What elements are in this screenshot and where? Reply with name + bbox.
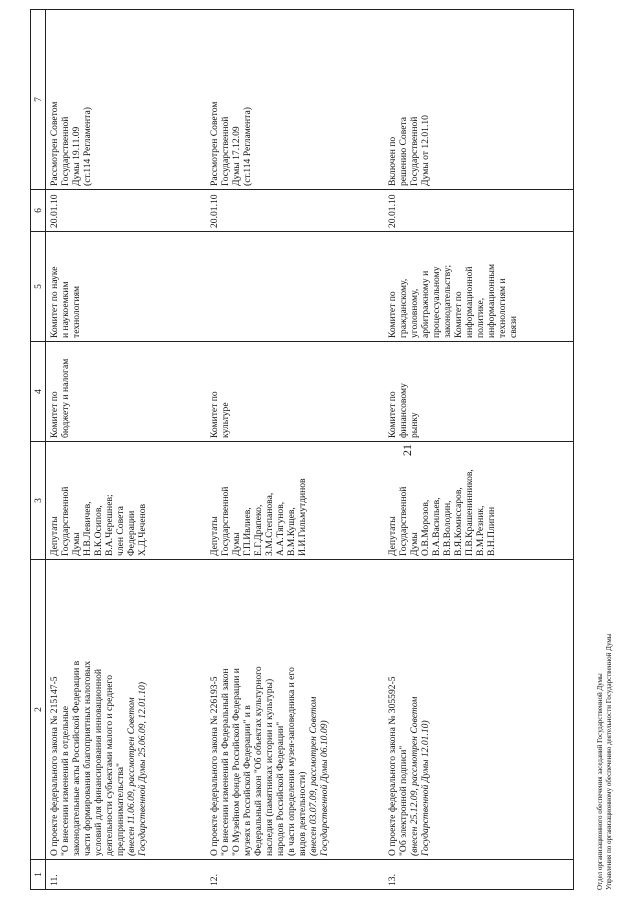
table-row xyxy=(206,10,384,890)
row-number: 13. xyxy=(384,860,574,890)
bill-authors: Депутаты Государственной Думы О.В.Морозов, В.А.Васильев, В.В.Володин, В.Я.Комиссаров, П.В.Крашенинников, В.М.Резник, В.Н.Плигин xyxy=(384,442,574,560)
deadline: 20.01.10 xyxy=(46,190,206,232)
col-header: 5 xyxy=(31,232,46,342)
deadline: 20.01.10 xyxy=(384,190,574,232)
co-committees: Комитет по науке и наукоемким технологиям xyxy=(46,232,206,342)
page-number: 21 xyxy=(400,444,414,456)
responsible-committee: Комитет по бюджету и налогам xyxy=(46,342,206,442)
responsible-committee: Комитет по финансовому рынку xyxy=(384,342,574,442)
bill-description: О проекте федерального закона № 226193-5 "О внесении изменений в Федеральный закон "О Музейном фонде Российской Федерации и музеях в Российской Федерации" и в Федеральный закон "Об объектах культурного наследия (памятниках истории и культуры) народов Российской Федерации" (в части определения музея-заповедника и его видов деятельности) (внесен 03.07.09, рассмотрен Советом Государственной Думы 06.10.09) xyxy=(206,560,384,860)
footer-line: Отдел организационного обеспечения заседаний Государственной Думы xyxy=(596,673,604,890)
col-header: 1 xyxy=(31,860,46,890)
table-row xyxy=(384,10,574,890)
header-row xyxy=(31,10,46,890)
bill-authors: Депутаты Государственной Думы Г.П.Ивлиев, Е.Г.Драпеко, З.М.Степанова, А.А.Тягунов, В.М.Кущев, И.И.Гильмутдинов xyxy=(206,442,384,560)
col-header: 7 xyxy=(31,10,46,190)
deadline: 20.01.10 xyxy=(206,190,384,232)
status: Рассмотрен Советом Государственной Думы 17.12.09 (ст.114 Регламента) xyxy=(206,10,384,190)
bill-authors: Депутаты Государственной Думы Н.В.Левичев, В.К.Осипов, В.А.Черешнев; член Совета Федерации Х.Д.Чеченов xyxy=(46,442,206,560)
bill-description: О проекте федерального закона № 305592-5 "Об электронной подписи" (внесен 25.12.09, рассмотрен Советом Государственной Думы 12.01.10) xyxy=(384,560,574,860)
co-committees xyxy=(206,232,384,342)
status: Включен по решению Совета Государственной Думы от 12.01.10 xyxy=(384,10,574,190)
status: Рассмотрен Советом Государственной Думы 19.11.09 (ст.114 Регламента) xyxy=(46,10,206,190)
col-header: 3 xyxy=(31,442,46,560)
co-committees: Комитет по гражданскому, уголовному, арбитражному и процессуальному законодательству; Комитет по информационной политике, информационным технологиям и связи xyxy=(384,232,574,342)
table-row xyxy=(46,10,206,890)
col-header: 4 xyxy=(31,342,46,442)
row-number: 11. xyxy=(46,860,206,890)
footer-note xyxy=(596,634,614,890)
agenda-table xyxy=(30,9,574,890)
bill-description: О проекте федерального закона № 215147-5 "О внесении изменений в отдельные законодательные акты Российской Федерации в части формирования благоприятных налоговых условий для финансирования инновационной деятельности субъектами малого и среднего предпринимательства" (внесен 11.06.09, рассмотрен Советом Государственной Думы 25.06.09, 12.01.10) xyxy=(46,560,206,860)
col-header: 2 xyxy=(31,560,46,860)
col-header: 6 xyxy=(31,190,46,232)
footer-line: Управления по организационному обеспечению деятельности Государственной Думы xyxy=(605,633,613,890)
row-number: 12. xyxy=(206,860,384,890)
responsible-committee: Комитет по культуре xyxy=(206,342,384,442)
